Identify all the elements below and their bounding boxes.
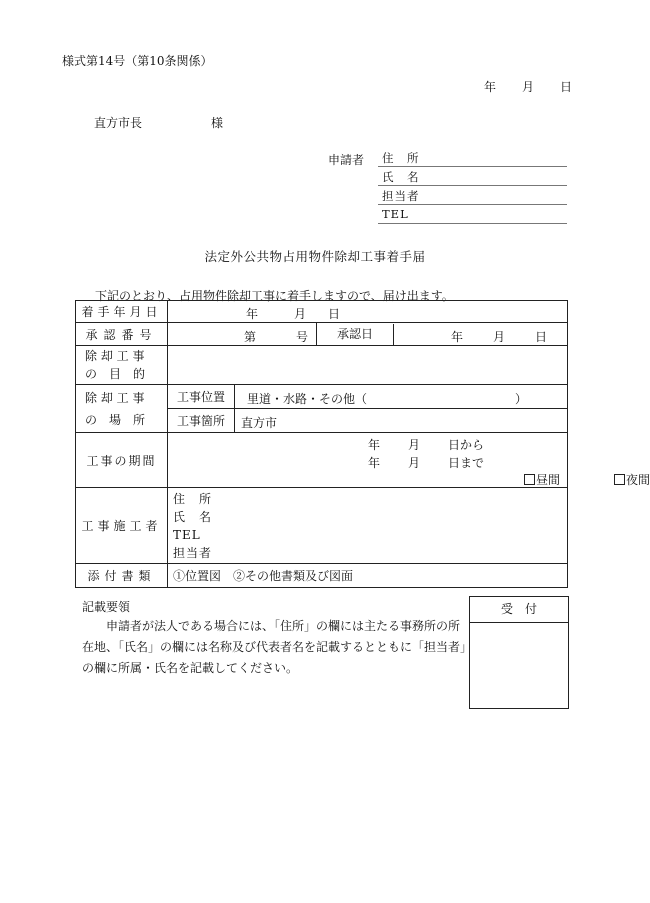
applicant-contact-label: 担当者	[382, 189, 420, 203]
daytime-checkbox[interactable]: 昼間	[524, 471, 560, 488]
attachments-field	[168, 564, 568, 588]
form-number: 様式第14号（第10条関係）	[62, 54, 213, 68]
attachments-label: 添付書類	[76, 564, 168, 588]
site-label: 工事箇所	[168, 409, 235, 433]
approval-year-label: 年	[451, 329, 464, 344]
document-title: 法定外公共物占用物件除却工事着手届	[204, 249, 426, 264]
date-day-label: 日	[560, 80, 573, 94]
purpose-row	[76, 346, 568, 385]
position-close-paren: ）	[515, 391, 528, 406]
contractor-name-label: 氏 名	[173, 509, 213, 524]
position-label: 工事位置	[168, 385, 235, 409]
position-field[interactable]	[235, 385, 568, 409]
applicant-label: 申請者	[328, 153, 365, 167]
addressee: 直方市長	[94, 116, 143, 130]
start-date-row	[76, 301, 568, 323]
approval-go-label: 号	[296, 329, 309, 344]
purpose-label: 除 却 工 事 の 目 的	[76, 346, 168, 385]
location-position-row	[76, 385, 568, 409]
period-to-month: 月	[408, 455, 421, 470]
start-month-label: 月	[294, 306, 307, 321]
intro-text: 下記のとおり、占用物件除却工事に着手しますので、届け出ます。	[95, 289, 454, 303]
approval-number-field[interactable]	[168, 323, 317, 346]
contractor-contact-label: 担当者	[173, 545, 213, 560]
start-year-label: 年	[246, 306, 259, 321]
contractor-row	[76, 488, 568, 564]
period-from-month: 月	[408, 437, 421, 452]
contractor-address-label: 住 所	[173, 491, 213, 506]
main-form-table	[75, 300, 650, 588]
checkbox-icon	[524, 474, 535, 485]
applicant-address-field[interactable]	[378, 148, 567, 167]
period-field[interactable]	[168, 433, 650, 488]
approval-row	[76, 323, 568, 346]
submission-date	[484, 78, 572, 95]
period-to-year: 年	[368, 455, 381, 470]
period-label: 工事の期間	[76, 433, 168, 488]
date-month-label: 月	[522, 80, 535, 94]
applicant-contact-field[interactable]	[378, 186, 567, 205]
applicant-name-label: 氏 名	[382, 170, 420, 184]
approval-day-label: 日	[535, 329, 548, 344]
notes-heading: 記載要領	[82, 600, 131, 614]
location-label: 除 却 工 事 の 場 所	[76, 385, 168, 433]
applicant-tel-field[interactable]	[378, 205, 567, 224]
checkbox-icon	[614, 474, 625, 485]
nighttime-checkbox[interactable]: 夜間	[614, 471, 650, 488]
approval-dai-label: 第	[244, 329, 257, 344]
start-date-field[interactable]	[168, 301, 568, 323]
site-value: 直方市	[241, 415, 278, 430]
approval-date-field[interactable]	[317, 323, 568, 346]
approval-number-label: 承認番号	[76, 323, 168, 346]
applicant-tel-label: TEL	[382, 207, 409, 221]
receipt-stamp-box[interactable]	[469, 596, 569, 709]
start-date-label: 着手年月日	[76, 301, 168, 323]
purpose-field[interactable]	[168, 346, 568, 385]
period-from-day: 日から	[448, 437, 485, 452]
start-day-label: 日	[328, 306, 341, 321]
applicant-address-label: 住 所	[382, 151, 420, 165]
notes-body: 申請者が法人である場合には、「住所」の欄には主たる事務所の所在地、「氏名」の欄には名称及び代表者名を記載するとともに「担当者」の欄に所属・氏名を記載してください。	[82, 619, 467, 675]
period-row	[76, 433, 568, 488]
site-field[interactable]	[235, 409, 568, 433]
addressee-honorific: 様	[211, 116, 224, 130]
period-to-day: 日まで	[448, 455, 485, 470]
contractor-label: 工事施工者	[76, 488, 168, 564]
contractor-tel-label: TEL	[173, 527, 201, 542]
applicant-name-field[interactable]	[378, 167, 567, 186]
date-year-label: 年	[484, 80, 497, 94]
attachments-value: ①位置図 ②その他書類及び図面	[173, 569, 354, 583]
period-from-year: 年	[368, 437, 381, 452]
receipt-label: 受 付	[470, 597, 568, 623]
approval-date-label: 承認日	[317, 324, 394, 345]
contractor-field[interactable]	[168, 488, 568, 564]
attachments-row	[76, 564, 568, 588]
approval-month-label: 月	[493, 329, 506, 344]
position-options: 里道・水路・その他（	[247, 391, 368, 406]
